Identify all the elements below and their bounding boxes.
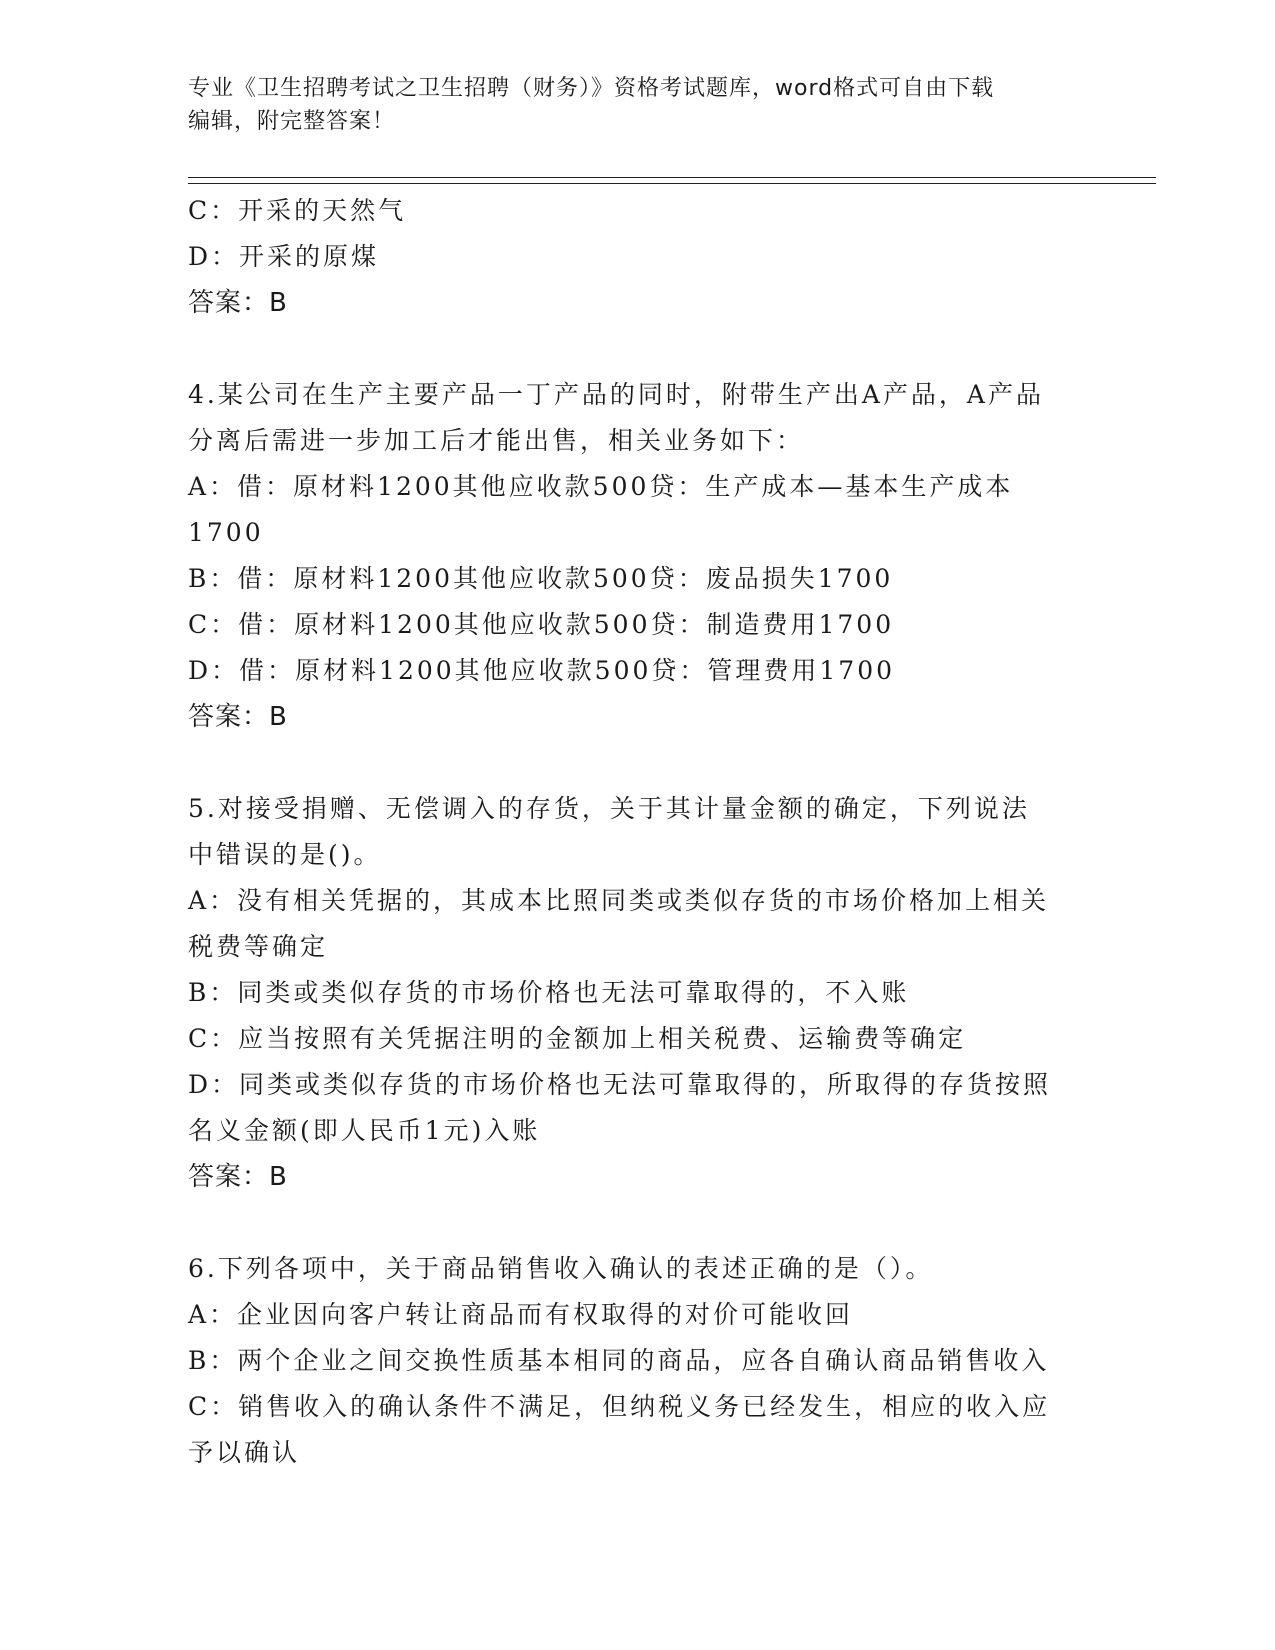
- q3-answer: 答案：B: [188, 288, 288, 318]
- q3-option-d: D：开采的原煤: [188, 242, 380, 271]
- q3-option-c: C：开采的天然气: [188, 196, 407, 225]
- spacer: [188, 740, 1088, 786]
- q6-stem: 6.下列各项中，关于商品销售收入确认的表述正确的是（）。: [188, 1254, 934, 1283]
- q6-option-a: A：企业因向客户转让商品而有权取得的对价可能收回: [188, 1300, 854, 1329]
- header-divider-bottom: [188, 183, 1156, 184]
- question-5: [188, 786, 1088, 1200]
- question-4: [188, 372, 1088, 740]
- q5-answer: 答案：B: [188, 1162, 288, 1192]
- header-line-2: 编辑，附完整答案！: [188, 109, 396, 134]
- q5-stem-line-1: 5.对接受捐赠、无偿调入的存货，关于其计量金额的确定，下列说法: [188, 794, 1030, 823]
- q6-option-c-line-2: 予以确认: [188, 1438, 301, 1467]
- q4-option-b: B：借：原材料1200其他应收款500贷：废品损失1700: [188, 564, 894, 593]
- header-line-1: 专业《卫生招聘考试之卫生招聘（财务）》资格考试题库，word格式可自由下载: [188, 76, 995, 101]
- q5-option-d-line-1: D：同类或类似存货的市场价格也无法可靠取得的，所取得的存货按照: [188, 1070, 1052, 1099]
- header-divider-top: [188, 177, 1156, 178]
- q5-option-a-line-2: 税费等确定: [188, 932, 329, 961]
- question-3-tail: [188, 188, 1088, 326]
- q4-answer: 答案：B: [188, 702, 288, 732]
- q5-stem-line-2: 中错误的是()。: [188, 840, 382, 869]
- q5-option-a-line-1: A：没有相关凭据的，其成本比照同类或类似存货的市场价格加上相关: [188, 886, 1050, 915]
- q4-option-c: C：借：原材料1200其他应收款500贷：制造费用1700: [188, 610, 895, 639]
- q6-option-b: B：两个企业之间交换性质基本相同的商品，应各自确认商品销售收入: [188, 1346, 1050, 1375]
- q4-option-a-line-2: 1700: [188, 518, 264, 547]
- q4-stem-line-2: 分离后需进一步加工后才能出售，相关业务如下：: [188, 426, 805, 455]
- document-header: [188, 72, 1088, 138]
- question-6: [188, 1246, 1088, 1476]
- q5-option-b: B：同类或类似存货的市场价格也无法可靠取得的，不入账: [188, 978, 910, 1007]
- q4-stem-line-1: 4.某公司在生产主要产品一丁产品的同时，附带生产出A产品，A产品: [188, 380, 1044, 409]
- q5-option-c: C：应当按照有关凭据注明的金额加上相关税费、运输费等确定: [188, 1024, 967, 1053]
- q5-option-d-line-2: 名义金额(即人民币1元)入账: [188, 1116, 541, 1145]
- spacer: [188, 1200, 1088, 1246]
- q4-option-d: D：借：原材料1200其他应收款500贷：管理费用1700: [188, 656, 896, 685]
- q4-option-a-line-1: A：借：原材料1200其他应收款500贷：生产成本—基本生产成本: [188, 472, 1014, 501]
- spacer: [188, 326, 1088, 372]
- document-body: [188, 188, 1088, 1476]
- q6-option-c-line-1: C：销售收入的确认条件不满足，但纳税义务已经发生，相应的收入应: [188, 1392, 1051, 1421]
